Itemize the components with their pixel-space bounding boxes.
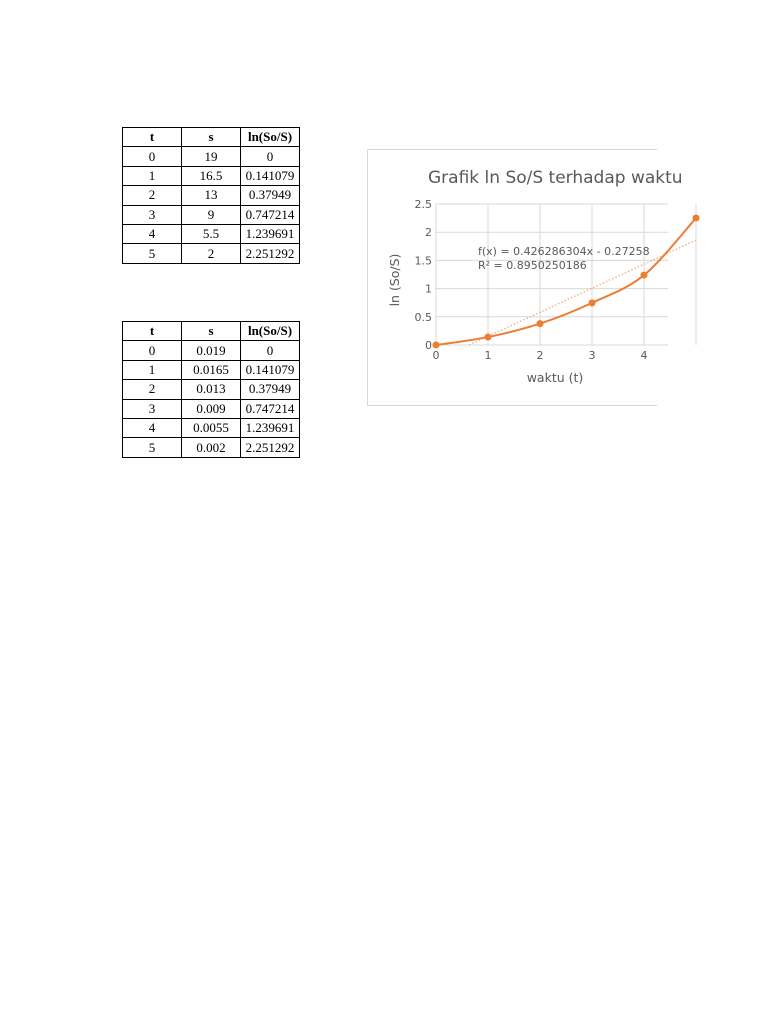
y-tick-label: 0.5: [414, 310, 432, 324]
cell-ln: 2.251292: [241, 438, 300, 457]
data-table-grams: [122, 127, 300, 264]
data-point: [589, 299, 596, 306]
table-row: [123, 147, 300, 166]
table-row: [123, 399, 300, 418]
cell-ln: 0.747214: [241, 399, 300, 418]
header-ln: ln(So/S): [241, 322, 300, 341]
cell-ln: 0.141079: [241, 360, 300, 379]
table-header-row: [123, 322, 300, 341]
trendline-equation: f(x) = 0.426286304x - 0.27258: [478, 245, 650, 258]
cell-s: 13: [182, 186, 241, 205]
cell-s: 5.5: [182, 224, 241, 243]
line-chart: [368, 150, 683, 405]
table-row: [123, 341, 300, 360]
cell-t: 1: [123, 166, 182, 185]
series-line: [436, 218, 696, 345]
y-tick-label: 1: [425, 282, 432, 296]
tick-labels: [415, 198, 648, 362]
x-tick-label: 0: [432, 349, 440, 362]
x-tick-label: 4: [640, 349, 648, 362]
cell-ln: 1.239691: [241, 418, 300, 437]
data-point: [693, 215, 700, 222]
chart-container: [367, 149, 683, 406]
cell-t: 2: [123, 186, 182, 205]
cell-ln: 2.251292: [241, 244, 300, 263]
cell-s: 0.009: [182, 399, 241, 418]
cell-t: 0: [123, 147, 182, 166]
cell-ln: 0.141079: [241, 166, 300, 185]
header-t: t: [123, 128, 182, 147]
header-s: s: [182, 128, 241, 147]
header-s: s: [182, 322, 241, 341]
cell-s: 16.5: [182, 166, 241, 185]
cell-ln: 0: [241, 147, 300, 166]
cell-ln: 0.37949: [241, 380, 300, 399]
y-tick-label: 2: [425, 226, 432, 240]
cell-ln: 0.747214: [241, 205, 300, 224]
cell-s: 9: [182, 205, 241, 224]
cell-ln: 1.239691: [241, 224, 300, 243]
cell-t: 3: [123, 399, 182, 418]
cell-s: 0.013: [182, 380, 241, 399]
cell-ln: 0.37949: [241, 186, 300, 205]
data-table-kilograms: [122, 321, 300, 458]
cell-t: 4: [123, 418, 182, 437]
data-point: [537, 320, 544, 327]
x-tick-label: 1: [484, 349, 492, 362]
y-tick-label: 0: [425, 339, 432, 352]
cell-ln: 0: [241, 341, 300, 360]
header-t: t: [123, 322, 182, 341]
y-tick-label: 2.5: [414, 198, 432, 211]
cell-s: 0.002: [182, 438, 241, 457]
data-point: [485, 334, 492, 341]
table-row: [123, 438, 300, 457]
table-header-row: [123, 128, 300, 147]
series-layer: [433, 215, 700, 349]
x-tick-label: 3: [588, 349, 596, 362]
cell-t: 5: [123, 438, 182, 457]
table-row: [123, 166, 300, 185]
table-row: [123, 360, 300, 379]
header-ln: ln(So/S): [241, 128, 300, 147]
data-point: [641, 272, 648, 279]
y-tick-label: 1.5: [414, 254, 432, 268]
x-tick-label: 2: [536, 349, 544, 362]
cell-t: 2: [123, 380, 182, 399]
cell-s: 2: [182, 244, 241, 263]
cell-s: 0.0165: [182, 360, 241, 379]
cell-t: 1: [123, 360, 182, 379]
cell-t: 3: [123, 205, 182, 224]
trendline-r2: R² = 0.8950250186: [478, 259, 587, 272]
gridlines: [436, 204, 696, 345]
y-axis-label: ln (So/S): [387, 253, 402, 307]
cell-s: 19: [182, 147, 241, 166]
table-row: [123, 205, 300, 224]
cell-t: 4: [123, 224, 182, 243]
chart-title: Grafik ln So/S terhadap waktu: [428, 168, 683, 188]
table-row: [123, 186, 300, 205]
x-axis-label: waktu (t): [526, 370, 584, 385]
cell-t: 5: [123, 244, 182, 263]
table-row: [123, 224, 300, 243]
table-row: [123, 244, 300, 263]
table-row: [123, 418, 300, 437]
table-row: [123, 380, 300, 399]
cell-s: 0.019: [182, 341, 241, 360]
cell-s: 0.0055: [182, 418, 241, 437]
cell-t: 0: [123, 341, 182, 360]
data-point: [433, 342, 440, 349]
